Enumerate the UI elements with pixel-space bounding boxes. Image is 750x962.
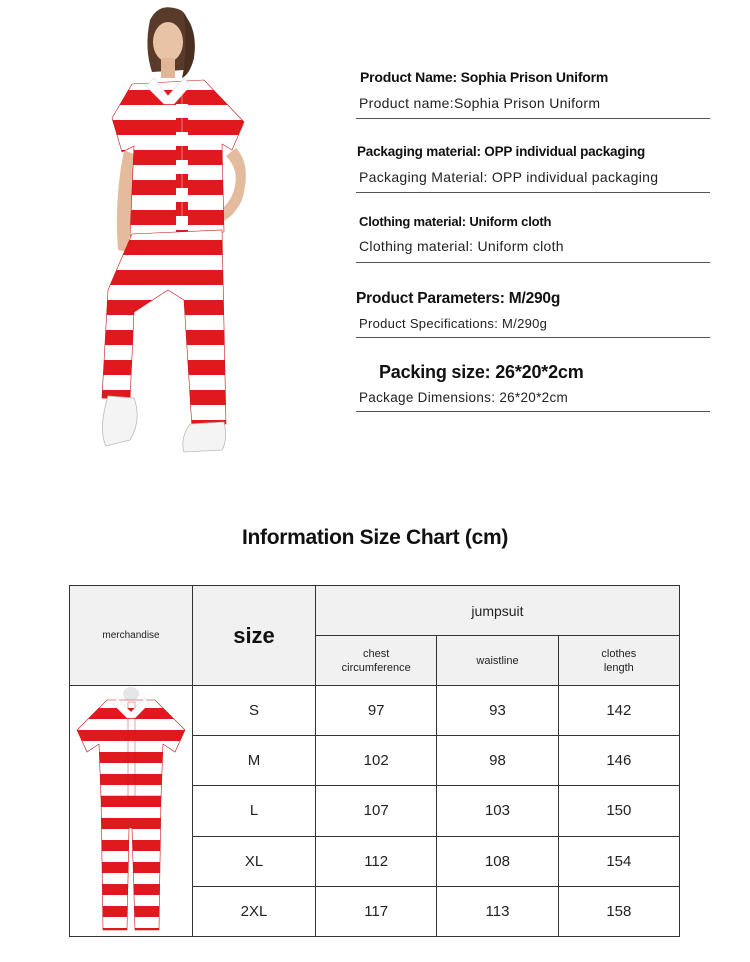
info-heading: Packing size: 26*20*2cm: [379, 362, 584, 382]
size-chart-table: [69, 585, 680, 937]
size-chart-title: Information Size Chart (cm): [241, 526, 509, 549]
info-heading: Clothing material: Uniform cloth: [359, 214, 552, 229]
size-cell: S: [193, 686, 316, 736]
column-header-chest: [316, 636, 437, 686]
header-text-line: circumference: [341, 661, 411, 674]
info-product-name: [356, 68, 710, 119]
chest-cell: 97: [316, 686, 437, 736]
header-text-line: chest: [363, 647, 390, 660]
info-packaging-material: [356, 144, 710, 193]
info-product-parameters: [356, 288, 710, 338]
size-cell: M: [193, 736, 316, 786]
merchandise-photo: [70, 686, 193, 937]
table-row: [70, 686, 680, 736]
info-clothing-material: [356, 214, 710, 263]
product-photo-model: [72, 0, 272, 470]
info-value: Clothing material: Uniform cloth: [359, 238, 564, 254]
column-header-merchandise: merchandise: [70, 586, 193, 686]
waist-cell: 113: [437, 886, 558, 936]
info-heading: Product Name: Sophia Prison Uniform: [360, 69, 609, 85]
info-value: Packaging Material: OPP individual packaging: [359, 169, 659, 185]
info-packing-size: [356, 360, 710, 412]
waist-cell: 103: [437, 786, 558, 836]
waist-cell: 98: [437, 736, 558, 786]
length-cell: 158: [558, 886, 679, 936]
column-header-waistline: waistline: [437, 636, 558, 686]
length-cell: 146: [558, 736, 679, 786]
waist-cell: 108: [437, 836, 558, 886]
header-text-line: length: [603, 661, 634, 674]
waist-cell: 93: [437, 686, 558, 736]
size-cell: 2XL: [193, 886, 316, 936]
chest-cell: 107: [316, 786, 437, 836]
jumpsuit-photo: [75, 686, 187, 932]
length-cell: 154: [558, 836, 679, 886]
column-header-size: size: [193, 586, 316, 686]
header-text-line: clothes: [601, 647, 637, 660]
column-group-jumpsuit: jumpsuit: [316, 586, 680, 636]
info-heading: Product Parameters: M/290g: [356, 290, 561, 307]
chest-cell: 117: [316, 886, 437, 936]
chest-cell: 112: [316, 836, 437, 886]
size-cell: XL: [193, 836, 316, 886]
info-value: Package Dimensions: 26*20*2cm: [359, 390, 569, 405]
info-value: Product Specifications: M/290g: [359, 316, 548, 331]
size-cell: L: [193, 786, 316, 836]
column-header-clothes-length: [558, 636, 679, 686]
length-cell: 150: [558, 786, 679, 836]
info-heading: Packaging material: OPP individual packaging: [357, 144, 646, 159]
info-value: Product name:Sophia Prison Uniform: [359, 95, 601, 111]
chest-cell: 102: [316, 736, 437, 786]
length-cell: 142: [558, 686, 679, 736]
